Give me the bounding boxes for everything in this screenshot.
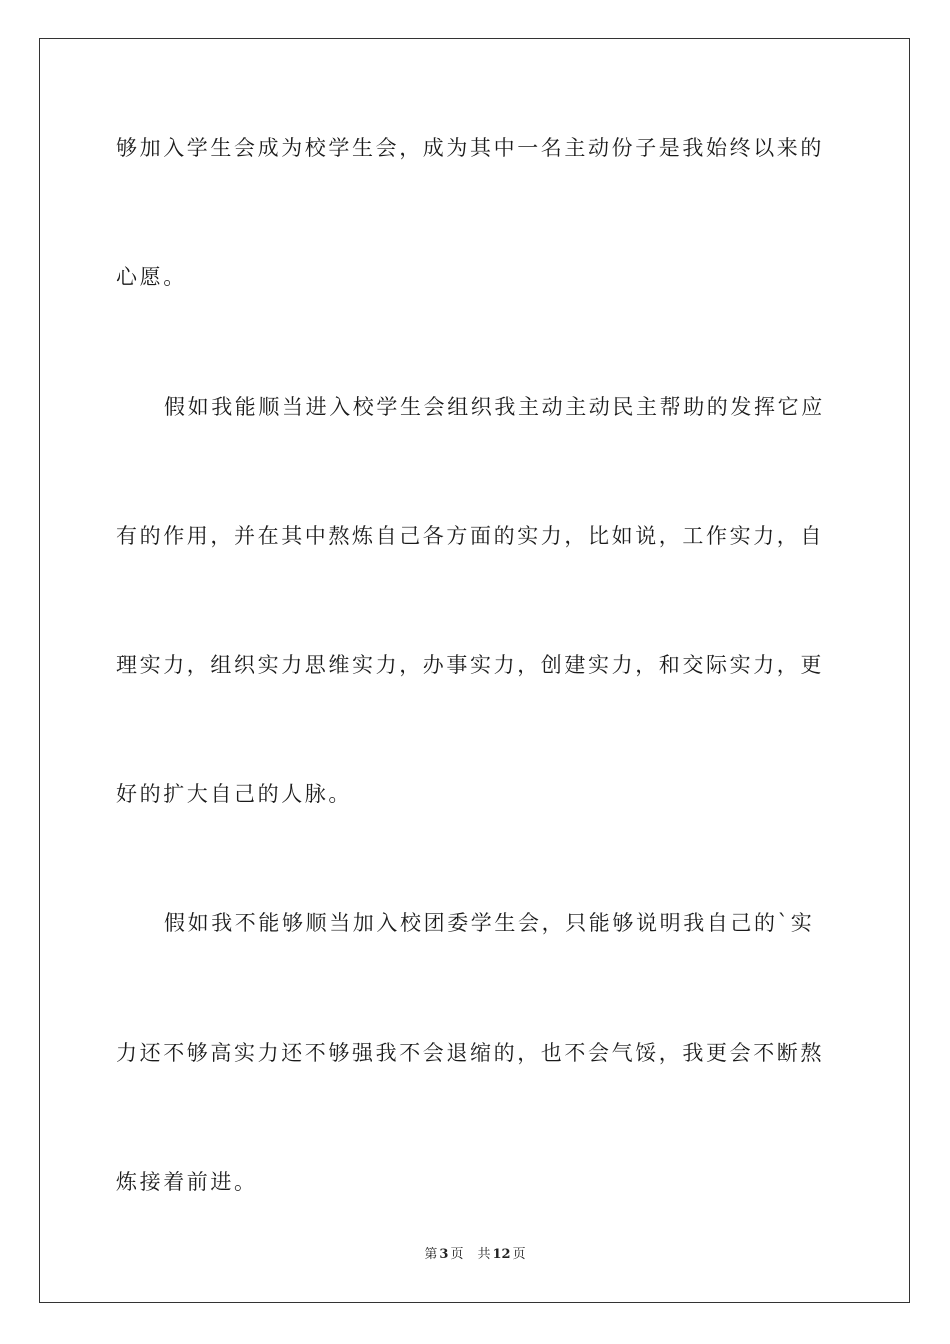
- total-suffix: 页: [512, 1247, 526, 1262]
- text-line-3: 假如我能顺当进入校学生会组织我主动主动民主帮助的发挥它应: [164, 395, 825, 419]
- total-pages: 12: [492, 1247, 511, 1262]
- text-line-8: 力还不够高实力还不够强我不会退缩的，也不会气馁，我更会不断熬: [116, 1041, 824, 1065]
- text-line-1: 够加入学生会成为校学生会，成为其中一名主动份子是我始终以来的: [116, 136, 824, 160]
- text-line-4: 有的作用，并在其中熬炼自己各方面的实力，比如说，工作实力，自: [116, 524, 824, 548]
- text-line-7: 假如我不能够顺当加入校团委学生会，只能够说明我自己的`实: [164, 911, 815, 935]
- page-footer: [0, 1246, 950, 1264]
- text-line-9: 炼接着前进。: [116, 1170, 258, 1194]
- page-prefix: 第: [424, 1247, 438, 1262]
- text-line-6: 好的扩大自己的人脉。: [116, 782, 352, 806]
- text-line-5: 理实力，组织实力思维实力，办事实力，创建实力，和交际实力，更: [116, 653, 824, 677]
- page-suffix: 页: [450, 1247, 464, 1262]
- total-prefix: 共: [477, 1247, 491, 1262]
- page-number: 3: [439, 1247, 449, 1262]
- text-line-2: 心愿。: [116, 265, 187, 289]
